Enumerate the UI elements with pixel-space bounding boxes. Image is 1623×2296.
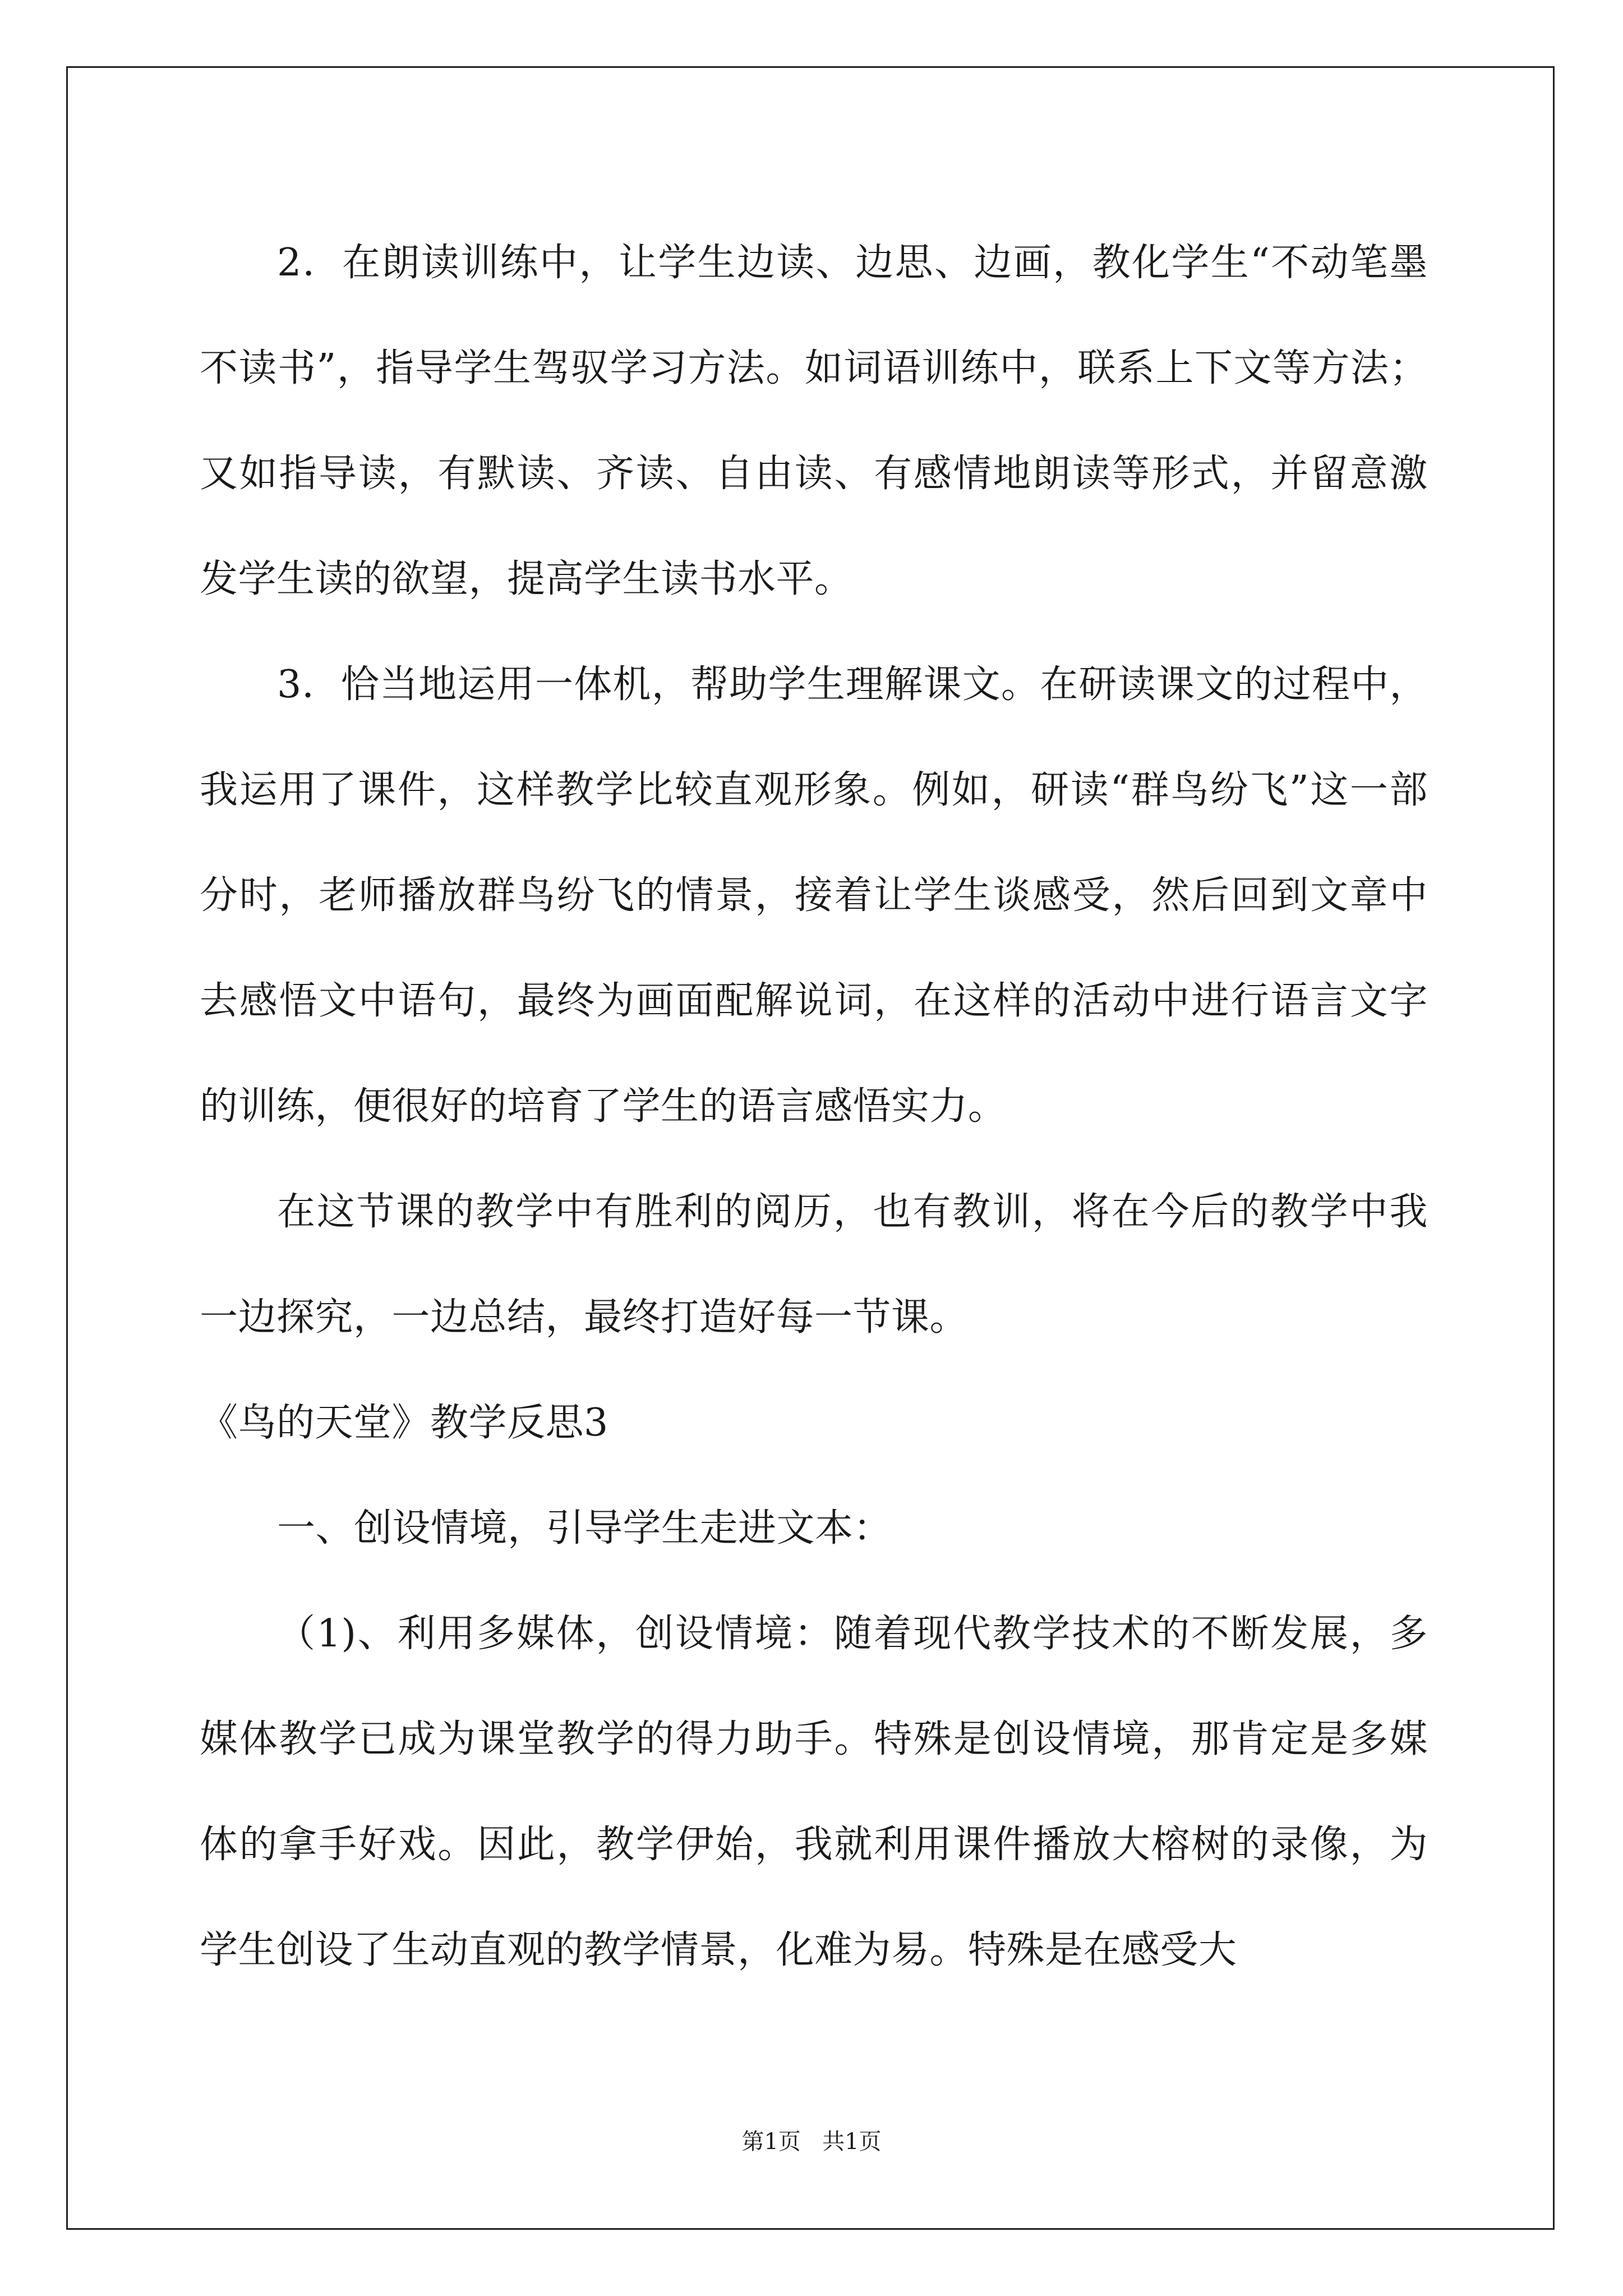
- paragraph-section-one: 一、创设情境，引导学生走进文本：: [277, 1506, 892, 1550]
- paragraph-multimedia-use: 3．恰当地运用一体机，帮助学生理解课文。在研读课文的过程中，我运用了课件，这样教学比较直观形象。例如，研读“群鸟纷飞”这一部分时，老师播放群鸟纷飞的情景，接着让学生谈感受，然后回到文章中去感悟文中语句，最终为画面配解说词，在这样的活动中进行语言文字的训练，便很好的培育了学生的语言感悟实力。: [200, 662, 1428, 1129]
- page-number-total: 共1页: [822, 2129, 882, 2155]
- footer-spacer: [801, 2129, 822, 2155]
- section-heading: 《鸟的天堂》教学反思3: [200, 1401, 608, 1445]
- document-body: [200, 210, 1428, 2003]
- paragraph-multimedia-context: （1)、利用多媒体，创设情境：随着现代教学技术的不断发展，多媒体教学已成为课堂教学的得力助手。特殊是创设情境，那肯定是多媒体的拿手好戏。因此，教学伊始，我就利用课件播放大榕树的录像，为学生创设了生动直观的教学情景，化难为易。特殊是在感受大: [200, 1612, 1428, 1972]
- paragraph-summary: 在这节课的教学中有胜利的阅历，也有教训，将在今后的教学中我一边探究，一边总结，最终打造好每一节课。: [200, 1190, 1428, 1340]
- paragraph-reading-training: 2．在朗读训练中，让学生边读、边思、边画，教化学生“不动笔墨不读书”，指导学生驾驭学习方法。如词语训练中，联系上下文等方法；又如指导读，有默读、齐读、自由读、有感情地朗读等形式，并留意激发学生读的欲望，提高学生读书水平。: [200, 241, 1428, 601]
- page-number-current: 第1页: [741, 2129, 801, 2155]
- page-footer: [0, 2126, 1623, 2157]
